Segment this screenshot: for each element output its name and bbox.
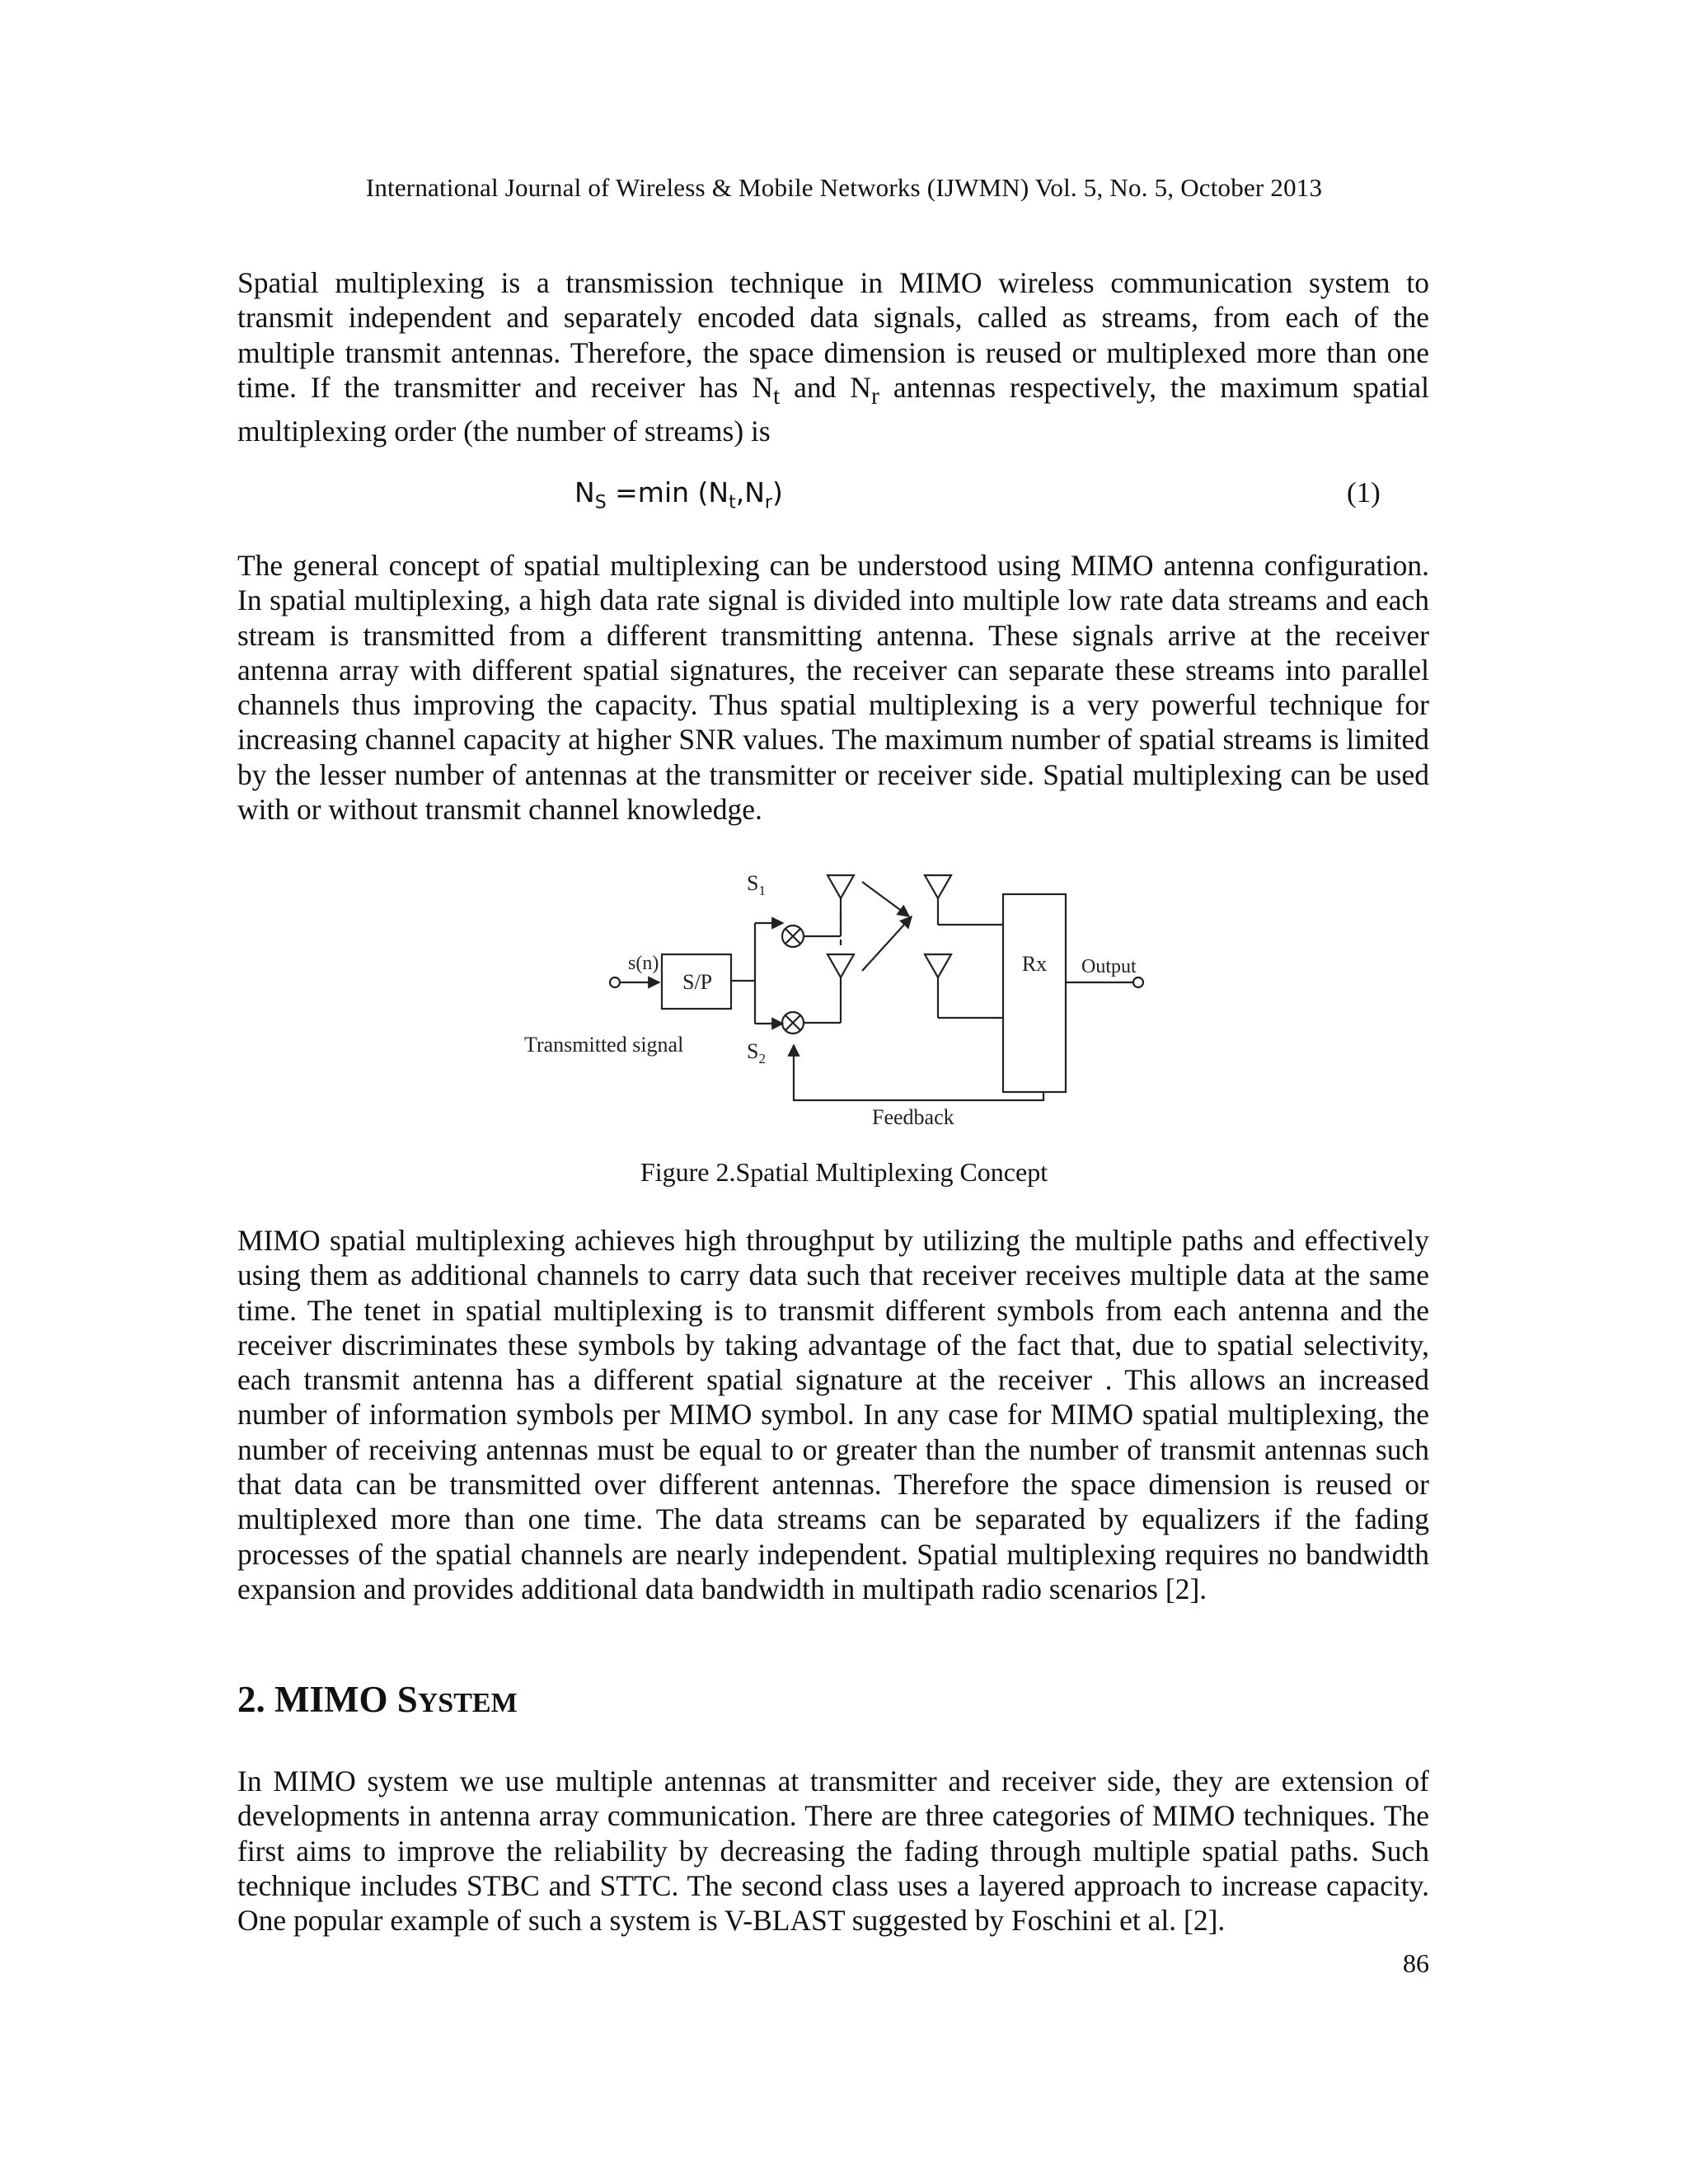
equation-1 <box>0 476 1688 516</box>
mixer-1 <box>782 926 804 947</box>
paragraph-1-subscript-t: t <box>773 382 781 410</box>
tx-antenna-2 <box>828 954 854 977</box>
rx-label: Rx <box>1021 952 1048 976</box>
paragraph-4-text: In MIMO system we use multiple antennas at transmitter and receiver side, they are extension of developments in antenna array communication. There are three categories of MIMO techniques. The first aims to improve the reliability by decreasing the fading through multiple spatial paths. Such technique includes STBC and STTC. The second class uses a layered approach to increase capacity. One popular example of such a system is V-BLAST suggested by Foschini et al. [2]. <box>237 1765 1429 1938</box>
rx-antenna-1 <box>925 875 951 898</box>
paragraph-1-text-c: antennas respectively, the maximum spatial multiplexing order (the number of streams) is <box>237 370 1429 448</box>
paragraph-2 <box>237 548 1429 827</box>
paragraph-2-text: The general concept of spatial multiplexing can be understood using MIMO antenna configuration. In spatial multiplexing, a high data rate signal is divided into multiple low rate data streams and each stream is transmitted from a different transmitting antenna. These signals arrive at the receiver antenna array with different spatial signatures, the receiver can separate these streams into parallel channels thus improving the capacity. Thus spatial multiplexing is a very powerful technique for increasing channel capacity at higher SNR values. The maximum number of spatial streams is limited by the lesser number of antennas at the transmitter or receiver side. Spatial multiplexing can be used with or without transmit channel knowledge. <box>237 549 1429 827</box>
transmitted-signal-label: Transmitted signal <box>524 1033 684 1057</box>
equation-number: (1) <box>1347 476 1381 509</box>
output-terminal <box>1133 977 1143 987</box>
page-number: 86 <box>1403 1948 1429 1978</box>
mixer-2 <box>782 1012 804 1033</box>
paragraph-1-subscript-r: r <box>871 382 879 410</box>
paragraph-1-text-a: Spatial multiplexing is a transmission technique in MIMO wireless communication system to transmit independent and separately encoded data signals, called as streams, from each of the multiple transmit antennas. Therefore, the space dimension is reused or multiplexed more than one time. If the transmitter and receiver has N <box>237 266 1429 404</box>
rx-block <box>1003 894 1066 1092</box>
paragraph-1-text-b: and N <box>780 370 872 404</box>
input-terminal <box>610 977 620 987</box>
paragraph-3 <box>237 1223 1429 1606</box>
input-label: s(n) <box>628 953 659 974</box>
spatial-multiplexing-diagram <box>495 857 1170 1137</box>
paragraph-1 <box>237 265 1429 449</box>
feedback-label: Feedback <box>872 1105 954 1129</box>
running-header: International Journal of Wireless & Mobile Networks (IJWMN) Vol. 5, No. 5, October 2013 <box>365 173 1323 202</box>
paragraph-4 <box>237 1764 1429 1938</box>
output-label: Output <box>1081 956 1137 977</box>
tx-antenna-1 <box>828 875 854 898</box>
sp-label: S/P <box>682 970 713 994</box>
stream-2-label: $S_2$ <box>747 1039 766 1066</box>
rx-antenna-2 <box>925 954 951 977</box>
stream-1-label: $S_1$ <box>747 871 766 898</box>
equation-expression: $N_S =\min$ $(N_t,N_r)$ <box>574 476 783 513</box>
paragraph-3-text: MIMO spatial multiplexing achieves high throughput by utilizing the multiple paths and effectively using them as additional channels to carry data such that receiver receives multiple data at the same time. The tenet in spatial multiplexing is to transmit different symbols from each antenna and the receiver discriminates these symbols by taking advantage of the fact that, due to spatial selectivity, each transmit antenna has a different spatial signature at the receiver . This allows an increased number of information symbols per MIMO symbol. In any case for MIMO spatial multiplexing, the number of receiving antennas must be equal to or greater than the number of transmit antennas such that data can be transmitted over different antennas. Therefore the space dimension is reused or multiplexed more than one time. The data streams can be separated by equalizers if the fading processes of the spatial channels are nearly independent. Spatial multiplexing requires no bandwidth expansion and provides additional data bandwidth in multipath radio scenarios [2]. <box>237 1224 1429 1605</box>
figure-caption: Figure 2.Spatial Multiplexing Concept <box>640 1157 1048 1187</box>
section-heading: 2. MIMO SYSTEM <box>237 1679 518 1720</box>
